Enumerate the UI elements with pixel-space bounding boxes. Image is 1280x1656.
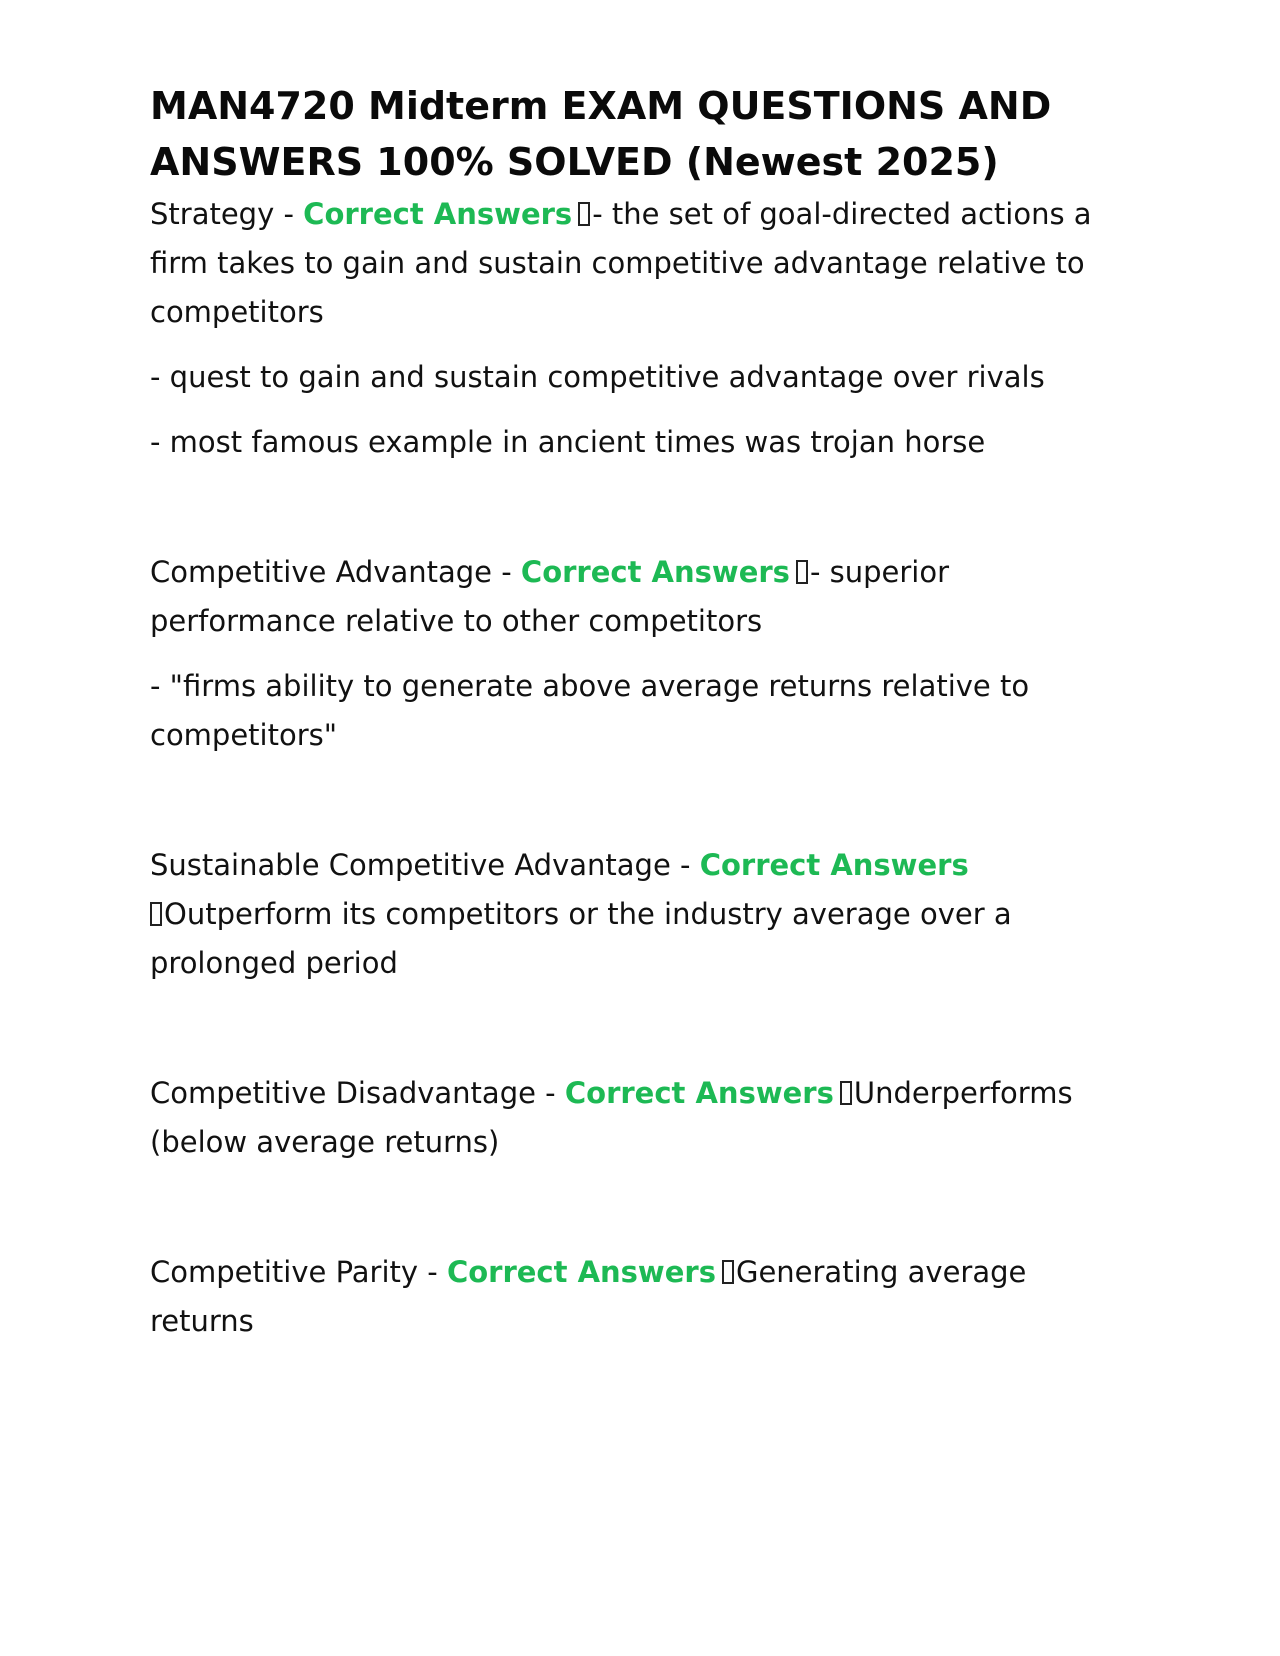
entry-paragraph: Competitive Disadvantage - Correct Answers Underperforms (below average returns) bbox=[150, 1076, 1073, 1159]
entry-definition: - superior performance relative to other competitors bbox=[150, 555, 950, 638]
missing-glyph-icon bbox=[722, 1260, 734, 1284]
entry-paragraph: Competitive Parity - Correct Answers Generating average returns bbox=[150, 1255, 1027, 1338]
entry-term: Competitive Advantage bbox=[150, 555, 493, 589]
missing-glyph-icon bbox=[796, 560, 808, 584]
entry-term: Sustainable Competitive Advantage bbox=[150, 848, 671, 882]
entry-definition: - the set of goal-directed actions a firm takes to gain and sustain competitive advantage relative to competitors bbox=[150, 197, 1092, 329]
correct-answers-label: Correct Answers bbox=[446, 1255, 716, 1289]
entry-bullet: - quest to gain and sustain competitive advantage over rivals bbox=[150, 360, 1045, 394]
correct-answers-label: Correct Answers bbox=[699, 848, 969, 882]
qa-entry bbox=[150, 1069, 1110, 1167]
qa-entry bbox=[150, 1248, 1110, 1346]
entry-bullet: - most famous example in ancient times was trojan horse bbox=[150, 425, 986, 459]
entry-paragraph: Strategy - Correct Answers - the set of goal-directed actions a firm takes to gain and sustain competitive advantage relative to competitors bbox=[150, 197, 1092, 329]
missing-glyph-icon bbox=[150, 902, 162, 926]
entry-term: Strategy bbox=[150, 197, 275, 231]
entry-definition: Generating average returns bbox=[150, 1255, 1027, 1338]
correct-answers-label: Correct Answers bbox=[520, 555, 790, 589]
document-page bbox=[150, 78, 1110, 1427]
document-title: MAN4720 Midterm EXAM QUESTIONS AND ANSWERS 100% SOLVED (Newest 2025) bbox=[150, 84, 1052, 184]
entry-bullet: - "firms ability to generate above average returns relative to competitors" bbox=[150, 669, 1030, 752]
entry-term: Competitive Parity bbox=[150, 1255, 419, 1289]
entry-definition: Underperforms (below average returns) bbox=[150, 1076, 1073, 1159]
entry-definition: Outperform its competitors or the industry average over a prolonged period bbox=[150, 897, 1012, 980]
correct-answers-label: Correct Answers bbox=[564, 1076, 834, 1110]
missing-glyph-icon bbox=[578, 202, 590, 226]
qa-entry bbox=[150, 190, 1110, 467]
missing-glyph-icon bbox=[840, 1081, 852, 1105]
qa-entry bbox=[150, 841, 1110, 988]
entry-paragraph: Competitive Advantage - Correct Answers - superior performance relative to other competitors bbox=[150, 555, 950, 638]
entry-term: Competitive Disadvantage bbox=[150, 1076, 536, 1110]
entry-paragraph: Sustainable Competitive Advantage - Correct Answers Outperform its competitors or the industry average over a prolonged period bbox=[150, 848, 1012, 980]
correct-answers-label: Correct Answers bbox=[303, 197, 573, 231]
qa-entry bbox=[150, 548, 1110, 760]
